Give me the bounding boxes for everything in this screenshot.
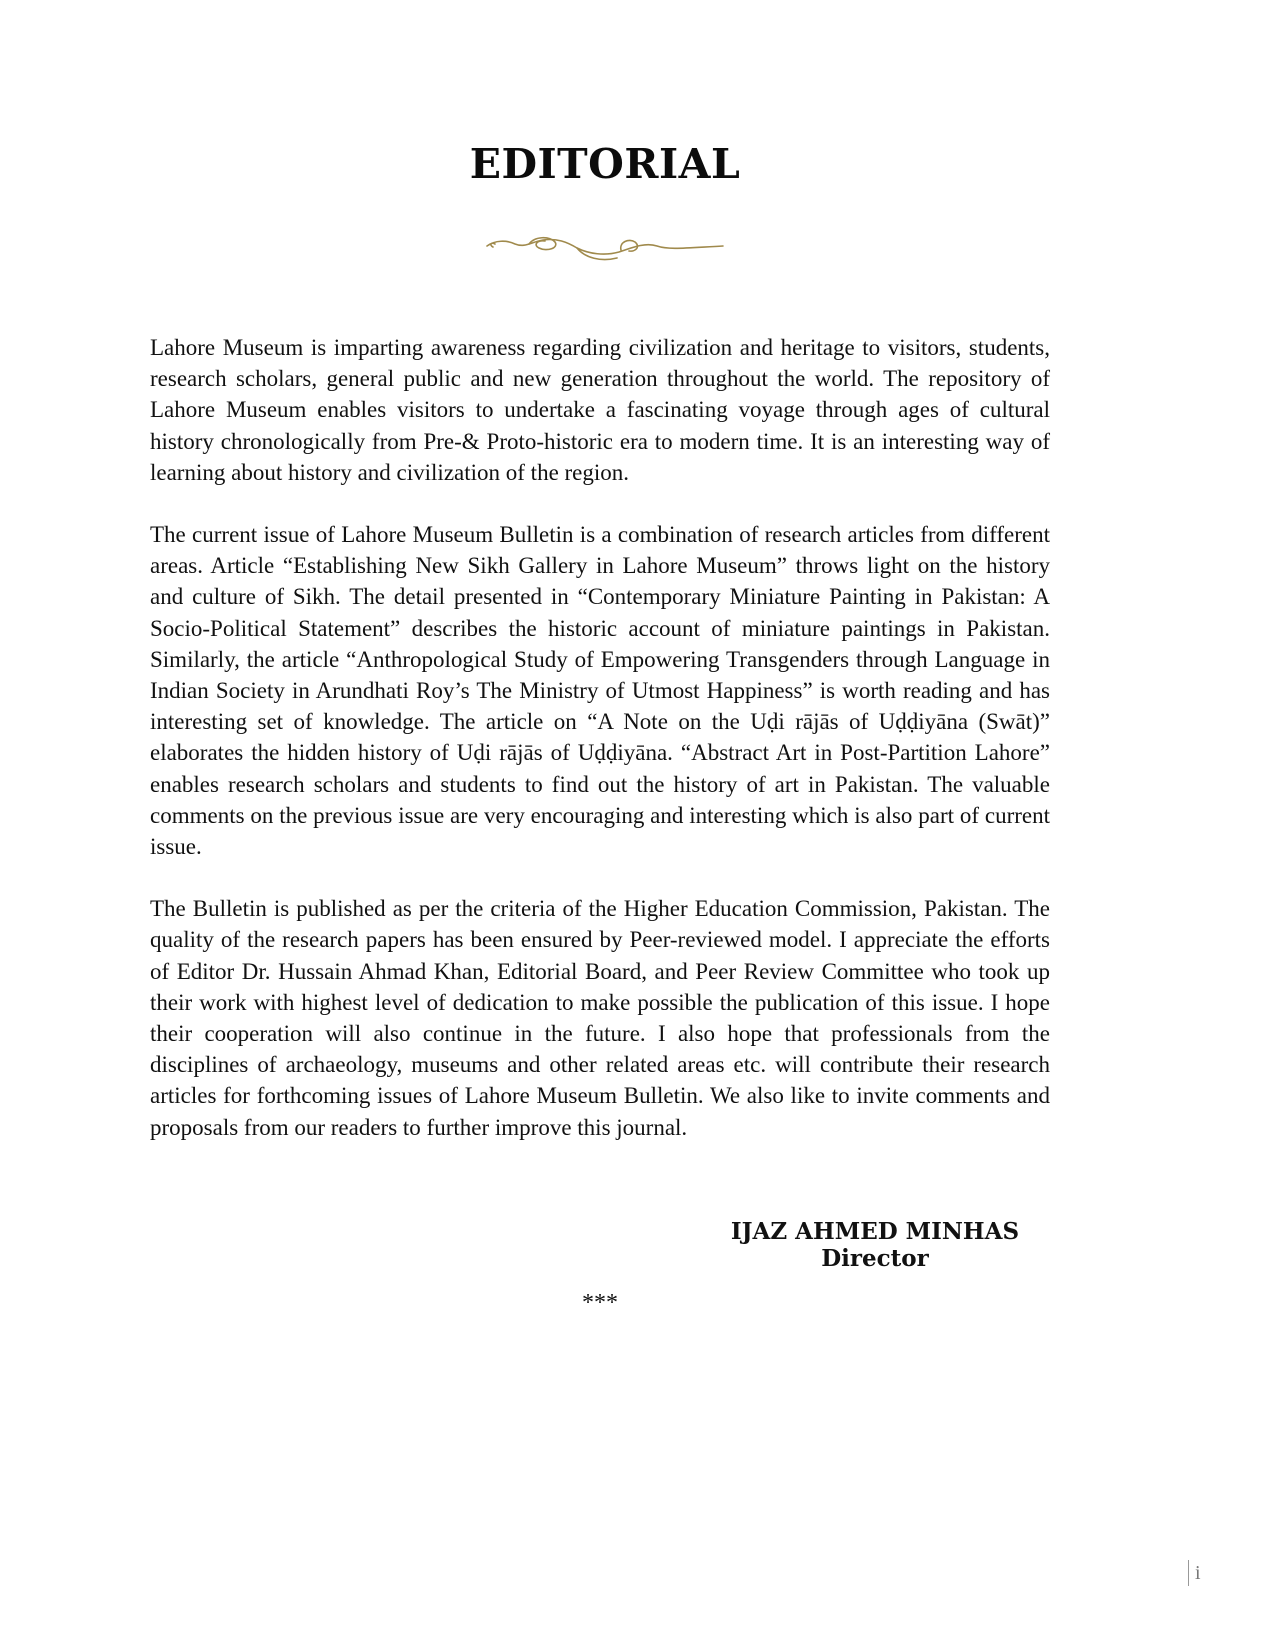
page-number: i	[1188, 1560, 1201, 1586]
section-separator: ***	[582, 1290, 618, 1316]
signature-block	[700, 1218, 1050, 1272]
paragraph-publication: The Bulletin is published as per the criteria of the Higher Education Commission, Pakistan. The quality of the research papers has been ensured by Peer-reviewed model. I appreciate the efforts of Editor Dr. Hussain Ahmad Khan, Editorial Board, and Peer Review Committee who took up their work with highest level of dedication to make possible the publication of this issue. I hope their cooperation will also continue in the future. I also hope that professionals from the disciplines of archaeology, museums and other related areas etc. will contribute their research articles for forthcoming issues of Lahore Museum Bulletin. We also like to invite comments and proposals from our readers to further improve this journal.	[150, 896, 1050, 1140]
editorial-body	[150, 332, 1050, 1174]
ornamental-flourish-icon	[485, 232, 725, 272]
paragraph-current-issue: The current issue of Lahore Museum Bulletin is a combination of research articles from different areas. Article “Establishing New Sikh Gallery in Lahore Museum” throws light on the history and culture of Sikh. The detail presented in “Contemporary Miniature Painting in Pakistan: A Socio-Political Statement” describes the historic account of miniature paintings in Pakistan. Similarly, the article “Anthropological Study of Empowering Transgenders through Language in Indian Society in Arundhati Roy’s The Ministry of Utmost Happiness” is worth reading and has interesting set of knowledge. The article on “A Note on the Uḍi rājās of Uḍḍiyāna (Swāt)” elaborates the hidden history of Uḍi rājās of Uḍḍiyāna. “Abstract Art in Post-Partition Lahore” enables research scholars and students to find out the history of art in Pakistan. The valuable comments on the previous issue are very encouraging and interesting which is also part of current issue.	[150, 522, 1050, 860]
signatory-name: IJAZ AHMED MINHAS	[730, 1218, 1020, 1245]
signatory-role: Director	[821, 1245, 929, 1272]
paragraph-intro: Lahore Museum is imparting awareness regarding civilization and heritage to visitors, students, research scholars, general public and new generation throughout the world. The repository of Lahore Museum enables visitors to undertake a fascinating voyage through ages of cultural history chronologically from Pre-& Proto-historic era to modern time. It is an interesting way of learning about history and civilization of the region.	[150, 335, 1050, 485]
page-title: EDITORIAL	[469, 140, 741, 188]
